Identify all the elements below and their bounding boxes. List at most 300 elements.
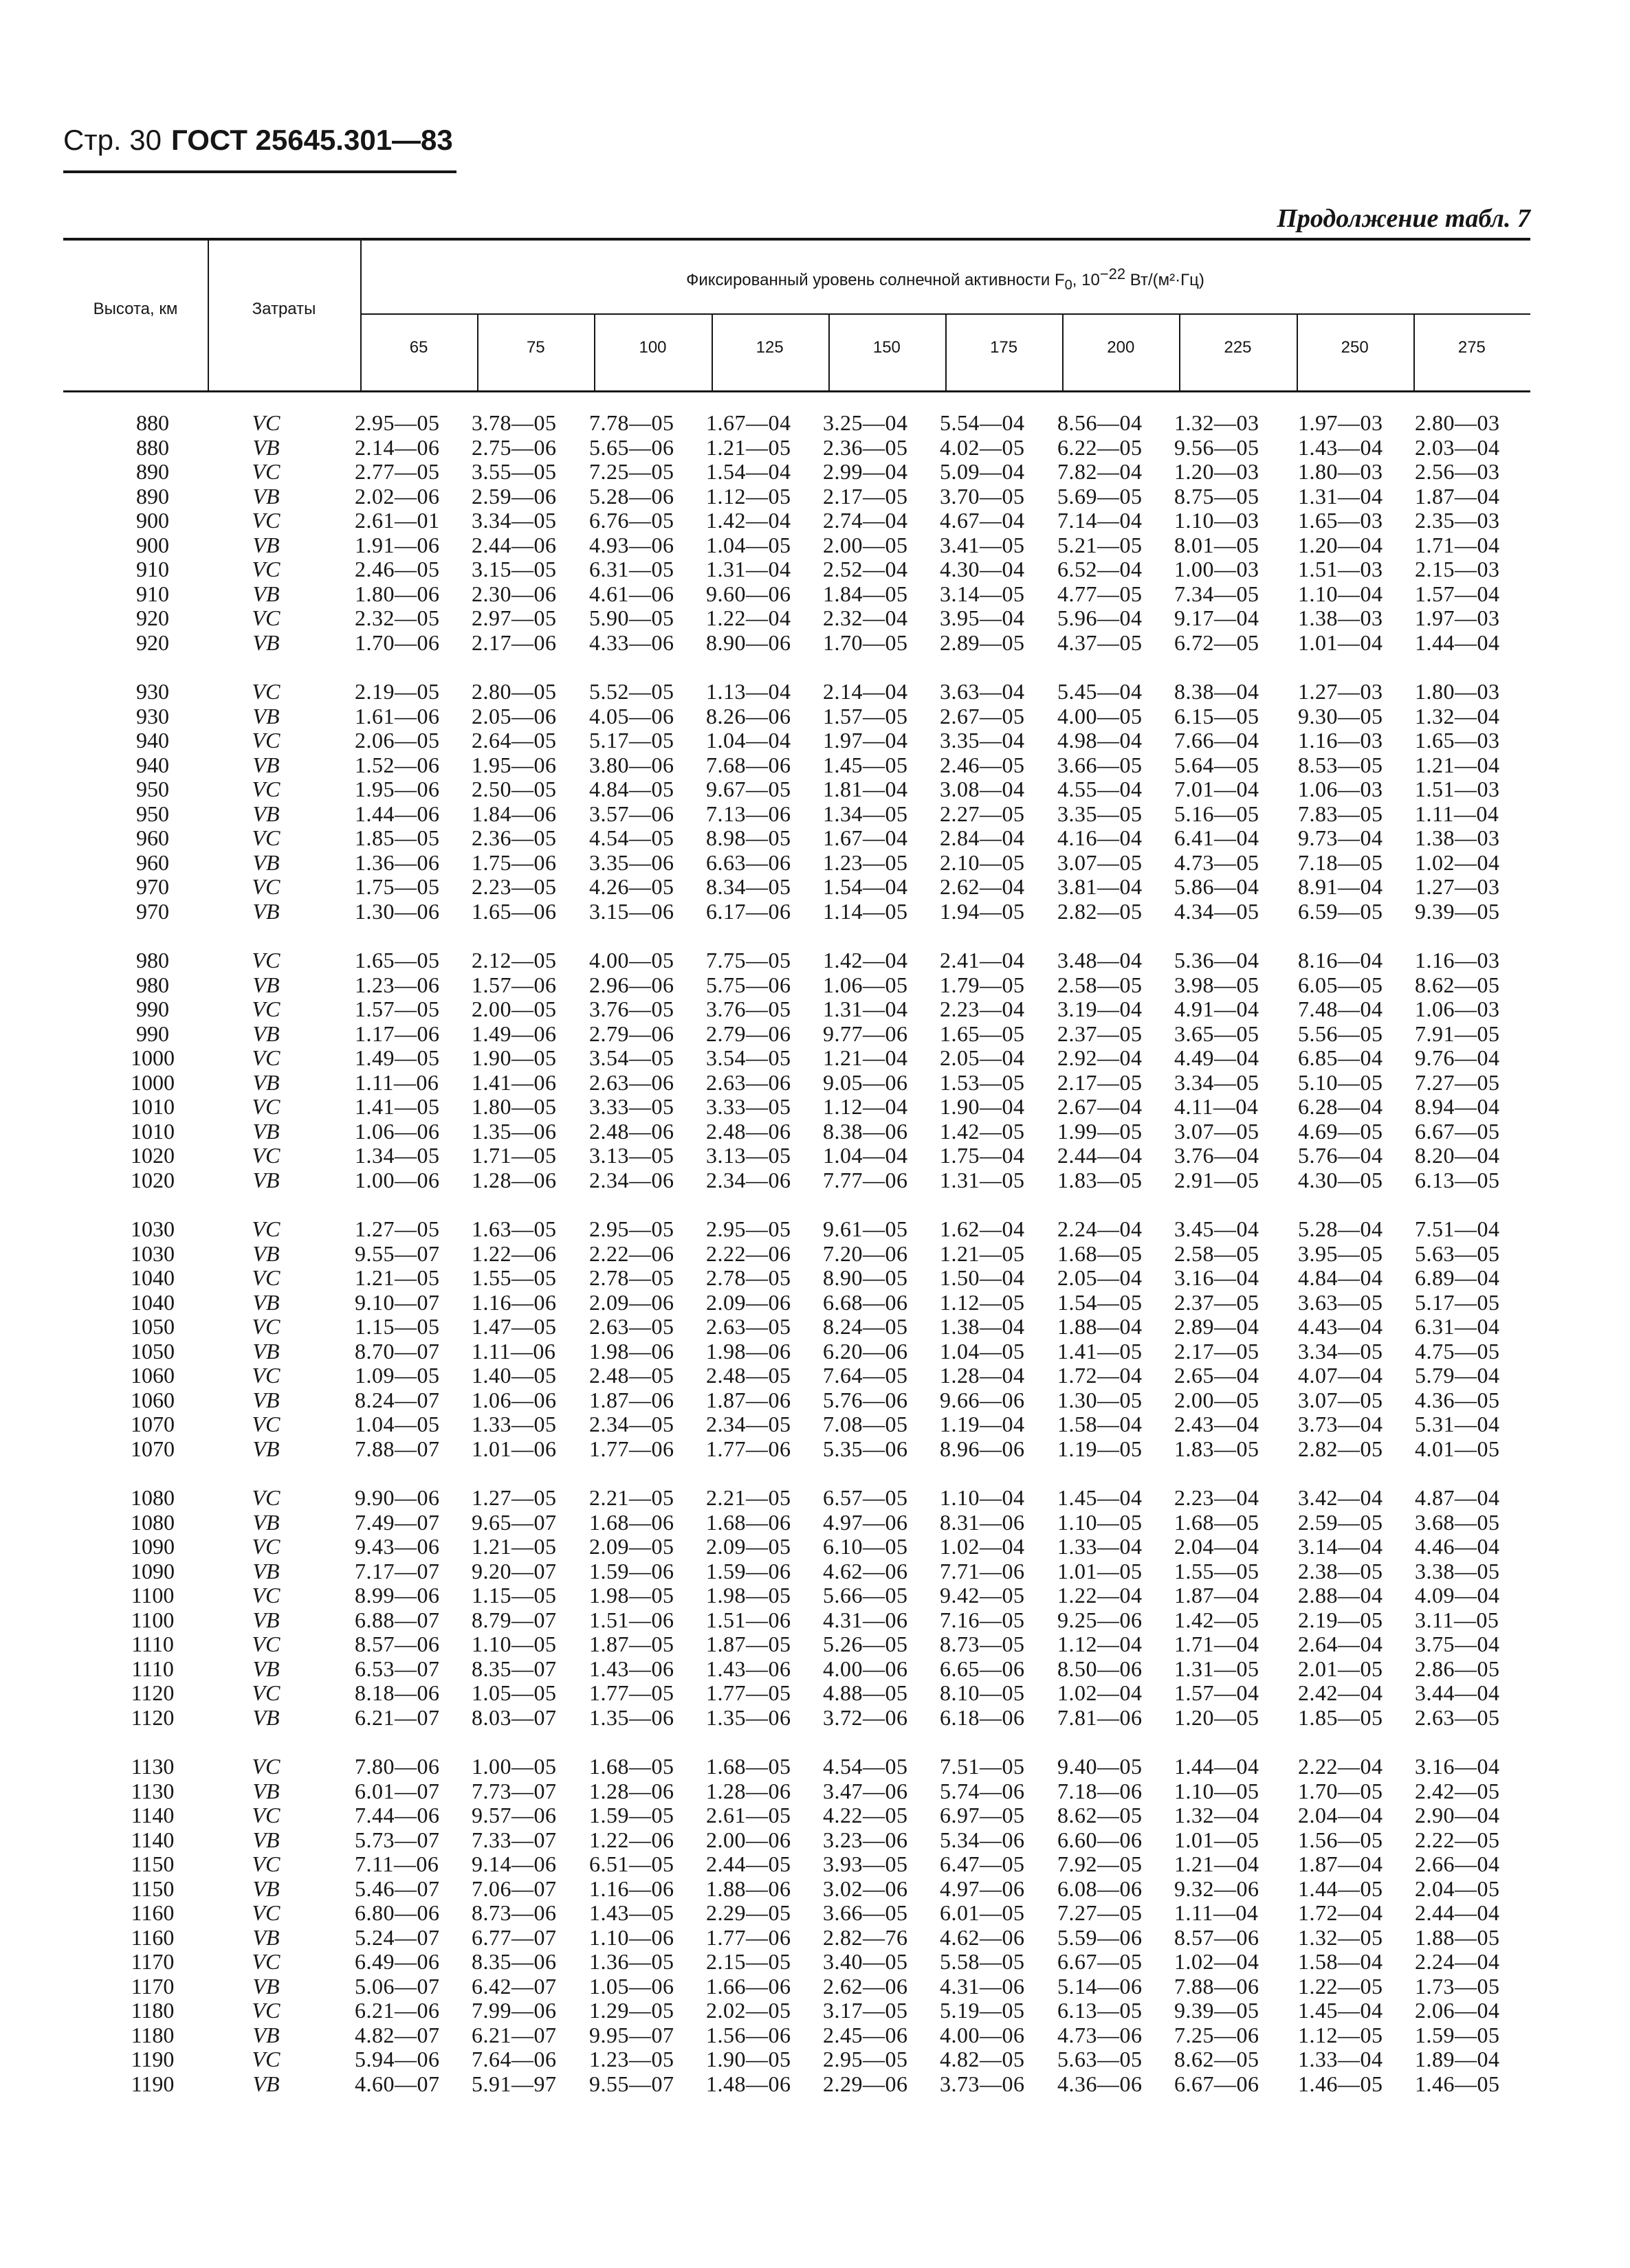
level-divider xyxy=(1062,315,1064,390)
value-cell: 1.54—04 xyxy=(823,874,908,899)
value-cell: 9.32—06 xyxy=(1174,1876,1259,1901)
value-cell: 3.66—05 xyxy=(823,1900,908,1925)
value-cell: 9.30—05 xyxy=(1298,703,1383,729)
level-header-75: 75 xyxy=(526,338,545,357)
table-row xyxy=(63,631,1530,656)
value-cell: 7.18—05 xyxy=(1298,849,1383,875)
value-cell: 5.10—05 xyxy=(1298,1069,1383,1095)
value-cell: 7.66—04 xyxy=(1174,728,1259,753)
value-cell: 2.12—05 xyxy=(472,948,557,972)
value-cell: 3.78—05 xyxy=(472,410,557,435)
cost-cell: VC xyxy=(252,777,280,801)
value-cell: 4.75—05 xyxy=(1415,1338,1500,1364)
value-cell: 9.42—05 xyxy=(940,1583,1025,1608)
height-cell: 1040 xyxy=(131,1289,175,1315)
value-cell: 3.07—05 xyxy=(1298,1387,1383,1412)
value-cell: 1.31—04 xyxy=(823,997,908,1021)
value-cell: 6.85—04 xyxy=(1298,1045,1383,1070)
table-row xyxy=(63,485,1530,509)
value-cell: 2.58—05 xyxy=(1057,972,1143,997)
value-cell: 7.77—06 xyxy=(823,1167,908,1192)
height-cell: 1190 xyxy=(131,2047,175,2071)
value-cell: 6.13—05 xyxy=(1057,1998,1143,2023)
value-cell: 1.85—05 xyxy=(355,825,440,850)
value-cell: 4.22—05 xyxy=(823,1803,908,1827)
value-cell: 6.57—05 xyxy=(823,1485,908,1510)
value-cell: 2.02—05 xyxy=(706,1998,791,2023)
table-row xyxy=(63,411,1530,436)
height-cell: 910 xyxy=(136,557,169,581)
table-row xyxy=(63,1779,1530,1804)
row-group xyxy=(63,411,1530,655)
cost-cell: VC xyxy=(252,2047,280,2071)
value-cell: 3.44—04 xyxy=(1415,1680,1500,1705)
table-row xyxy=(63,1901,1530,1926)
value-cell: 6.77—07 xyxy=(472,1924,557,1950)
value-cell: 1.06—03 xyxy=(1415,997,1500,1021)
value-cell: 1.89—04 xyxy=(1415,2047,1500,2071)
table-top-rule xyxy=(63,238,1530,241)
value-cell: 7.18—06 xyxy=(1057,1778,1143,1803)
value-cell: 2.50—05 xyxy=(472,777,557,801)
value-cell: 1.57—05 xyxy=(355,997,440,1021)
value-cell: 1.01—05 xyxy=(1174,1827,1259,1852)
height-cell: 990 xyxy=(136,997,169,1021)
cost-cell: VC xyxy=(252,825,280,850)
value-cell: 2.48—06 xyxy=(706,1118,791,1144)
value-cell: 7.83—05 xyxy=(1298,801,1383,826)
value-cell: 1.54—05 xyxy=(1057,1289,1143,1315)
table-row xyxy=(63,753,1530,778)
value-cell: 1.21—04 xyxy=(823,1045,908,1070)
value-cell: 2.66—04 xyxy=(1415,1852,1500,1876)
cost-cell: VB xyxy=(252,1656,280,1681)
value-cell: 2.32—04 xyxy=(823,605,908,630)
height-cell: 1150 xyxy=(131,1852,175,1876)
value-cell: 8.98—05 xyxy=(706,825,791,850)
level-divider xyxy=(1297,315,1298,390)
value-cell: 4.87—04 xyxy=(1415,1485,1500,1510)
value-cell: 2.19—05 xyxy=(1298,1607,1383,1632)
value-cell: 4.26—05 xyxy=(589,874,674,899)
value-cell: 1.06—06 xyxy=(472,1387,557,1412)
value-cell: 3.54—05 xyxy=(589,1045,674,1070)
value-cell: 2.44—06 xyxy=(472,532,557,557)
value-cell: 1.90—05 xyxy=(706,2047,791,2071)
value-cell: 2.22—06 xyxy=(706,1241,791,1266)
value-cell: 2.17—06 xyxy=(472,630,557,655)
height-cell: 950 xyxy=(136,777,169,801)
value-cell: 1.21—05 xyxy=(706,434,791,460)
value-cell: 1.98—05 xyxy=(589,1583,674,1608)
table-header-bottom-rule xyxy=(63,390,1530,392)
value-cell: 8.38—04 xyxy=(1174,679,1259,704)
solar-activity-title-c: Вт/(м²·Гц) xyxy=(1125,271,1204,289)
value-cell: 5.75—06 xyxy=(706,972,791,997)
value-cell: 2.78—05 xyxy=(706,1265,791,1290)
value-cell: 1.09—05 xyxy=(355,1363,440,1388)
value-cell: 4.97—06 xyxy=(940,1876,1025,1901)
value-cell: 1.81—04 xyxy=(823,777,908,801)
value-cell: 9.95—07 xyxy=(589,2022,674,2047)
table-row xyxy=(63,557,1530,582)
value-cell: 4.36—05 xyxy=(1415,1387,1500,1412)
value-cell: 4.69—05 xyxy=(1298,1118,1383,1144)
gost-label: ГОСТ 25645.301—83 xyxy=(170,124,453,156)
height-cell: 1050 xyxy=(131,1314,175,1339)
value-cell: 1.04—04 xyxy=(706,728,791,753)
value-cell: 1.50—04 xyxy=(940,1265,1025,1290)
value-cell: 1.38—03 xyxy=(1298,605,1383,630)
value-cell: 1.58—04 xyxy=(1057,1412,1143,1436)
level-header-175: 175 xyxy=(990,338,1018,357)
value-cell: 1.48—06 xyxy=(706,2071,791,2096)
value-cell: 8.10—05 xyxy=(940,1680,1025,1705)
table-row xyxy=(63,802,1530,827)
value-cell: 1.68—05 xyxy=(1057,1241,1143,1266)
value-cell: 2.14—06 xyxy=(355,434,440,460)
value-cell: 1.23—05 xyxy=(823,849,908,875)
value-cell: 2.37—05 xyxy=(1174,1289,1259,1315)
value-cell: 1.21—04 xyxy=(1415,752,1500,777)
value-cell: 1.43—04 xyxy=(1298,434,1383,460)
value-cell: 6.97—05 xyxy=(940,1803,1025,1827)
value-cell: 1.97—03 xyxy=(1298,410,1383,435)
value-cell: 3.13—05 xyxy=(589,1143,674,1168)
value-cell: 1.28—06 xyxy=(589,1778,674,1803)
value-cell: 8.73—05 xyxy=(940,1632,1025,1656)
value-cell: 7.08—05 xyxy=(823,1412,908,1436)
cost-cell: VB xyxy=(252,1118,280,1144)
value-cell: 1.77—05 xyxy=(589,1680,674,1705)
value-cell: 2.48—05 xyxy=(589,1363,674,1388)
value-cell: 1.20—05 xyxy=(1174,1704,1259,1730)
value-cell: 1.22—04 xyxy=(1057,1583,1143,1608)
value-cell: 1.31—05 xyxy=(940,1167,1025,1192)
value-cell: 2.05—06 xyxy=(472,703,557,729)
value-cell: 1.88—05 xyxy=(1415,1924,1500,1950)
value-cell: 1.51—03 xyxy=(1298,557,1383,581)
level-divider xyxy=(477,315,478,390)
cost-cell: VB xyxy=(252,752,280,777)
height-cell: 1060 xyxy=(131,1387,175,1412)
value-cell: 1.55—05 xyxy=(1174,1558,1259,1583)
value-cell: 1.66—06 xyxy=(706,1973,791,1999)
table-row xyxy=(63,1242,1530,1267)
value-cell: 1.47—05 xyxy=(472,1314,557,1339)
table-row xyxy=(63,1828,1530,1853)
value-cell: 1.87—04 xyxy=(1298,1852,1383,1876)
value-cell: 6.22—05 xyxy=(1057,434,1143,460)
value-cell: 4.73—05 xyxy=(1174,849,1259,875)
value-cell: 9.25—06 xyxy=(1057,1607,1143,1632)
table-row xyxy=(63,1071,1530,1096)
value-cell: 7.92—05 xyxy=(1057,1852,1143,1876)
value-cell: 1.87—05 xyxy=(706,1632,791,1656)
value-cell: 3.19—04 xyxy=(1057,997,1143,1021)
value-cell: 6.15—05 xyxy=(1174,703,1259,729)
table-row xyxy=(63,1022,1530,1047)
value-cell: 1.31—04 xyxy=(706,557,791,581)
value-cell: 4.82—05 xyxy=(940,2047,1025,2071)
value-cell: 1.41—06 xyxy=(472,1069,557,1095)
value-cell: 4.62—06 xyxy=(940,1924,1025,1950)
value-cell: 1.04—05 xyxy=(355,1412,440,1436)
cost-cell: VB xyxy=(252,1021,280,1046)
value-cell: 1.02—04 xyxy=(1057,1680,1143,1705)
value-cell: 2.22—05 xyxy=(1415,1827,1500,1852)
value-cell: 2.63—06 xyxy=(589,1069,674,1095)
value-cell: 2.34—05 xyxy=(706,1412,791,1436)
value-cell: 2.95—05 xyxy=(589,1216,674,1241)
value-cell: 5.35—06 xyxy=(823,1436,908,1461)
value-cell: 3.81—04 xyxy=(1057,874,1143,899)
value-cell: 1.12—05 xyxy=(940,1289,1025,1315)
table-row xyxy=(63,1755,1530,1779)
height-cell: 1080 xyxy=(131,1509,175,1535)
value-cell: 2.41—04 xyxy=(940,948,1025,972)
cost-cell: VC xyxy=(252,1216,280,1241)
height-cell: 1140 xyxy=(131,1803,175,1827)
value-cell: 1.57—04 xyxy=(1174,1680,1259,1705)
value-cell: 1.29—05 xyxy=(589,1998,674,2023)
value-cell: 1.33—05 xyxy=(472,1412,557,1436)
height-cell: 1140 xyxy=(131,1827,175,1852)
value-cell: 8.26—06 xyxy=(706,703,791,729)
value-cell: 1.79—05 xyxy=(940,972,1025,997)
table-row xyxy=(63,1339,1530,1364)
value-cell: 2.34—06 xyxy=(589,1167,674,1192)
table-row xyxy=(63,1999,1530,2023)
header-divider xyxy=(360,241,362,390)
value-cell: 2.77—05 xyxy=(355,459,440,484)
cost-cell: VC xyxy=(252,874,280,899)
value-cell: 1.68—06 xyxy=(589,1509,674,1535)
value-cell: 8.31—06 xyxy=(940,1509,1025,1535)
value-cell: 1.32—04 xyxy=(1415,703,1500,729)
value-cell: 2.48—05 xyxy=(706,1363,791,1388)
height-cell: 1180 xyxy=(131,2022,175,2047)
value-cell: 1.44—06 xyxy=(355,801,440,826)
value-cell: 1.54—04 xyxy=(706,459,791,484)
value-cell: 2.62—06 xyxy=(823,1973,908,1999)
value-cell: 8.53—05 xyxy=(1298,752,1383,777)
page-label: Стр. 30 xyxy=(63,124,162,156)
value-cell: 7.82—04 xyxy=(1057,459,1143,484)
value-cell: 1.19—05 xyxy=(1057,1436,1143,1461)
height-cell: 1090 xyxy=(131,1534,175,1559)
value-cell: 7.81—06 xyxy=(1057,1704,1143,1730)
value-cell: 4.49—04 xyxy=(1174,1045,1259,1070)
value-cell: 1.27—03 xyxy=(1298,679,1383,704)
value-cell: 1.22—06 xyxy=(472,1241,557,1266)
value-cell: 1.58—04 xyxy=(1298,1949,1383,1974)
value-cell: 6.42—07 xyxy=(472,1973,557,1999)
value-cell: 1.35—06 xyxy=(706,1704,791,1730)
value-cell: 2.58—05 xyxy=(1174,1241,1259,1266)
cost-cell: VB xyxy=(252,703,280,729)
table-row xyxy=(63,2072,1530,2097)
height-cell: 1050 xyxy=(131,1338,175,1364)
height-cell: 900 xyxy=(136,508,169,533)
value-cell: 2.17—05 xyxy=(1174,1338,1259,1364)
value-cell: 9.56—05 xyxy=(1174,434,1259,460)
value-cell: 2.46—05 xyxy=(940,752,1025,777)
value-cell: 2.37—05 xyxy=(1057,1021,1143,1046)
value-cell: 6.31—04 xyxy=(1415,1314,1500,1339)
table-row xyxy=(63,1852,1530,1877)
value-cell: 1.46—05 xyxy=(1415,2071,1500,2096)
value-cell: 2.04—05 xyxy=(1415,1876,1500,1901)
value-cell: 1.88—06 xyxy=(706,1876,791,1901)
value-cell: 7.16—05 xyxy=(940,1607,1025,1632)
value-cell: 4.82—07 xyxy=(355,2022,440,2047)
value-cell: 3.76—05 xyxy=(706,997,791,1021)
cost-cell: VC xyxy=(252,410,280,435)
height-cell: 1100 xyxy=(131,1583,175,1608)
value-cell: 1.10—04 xyxy=(940,1485,1025,1510)
value-cell: 5.36—04 xyxy=(1174,948,1259,972)
value-cell: 1.32—05 xyxy=(1298,1924,1383,1950)
value-cell: 1.32—04 xyxy=(1174,1803,1259,1827)
value-cell: 1.06—05 xyxy=(823,972,908,997)
value-cell: 1.11—04 xyxy=(1415,801,1499,826)
value-cell: 1.02—04 xyxy=(1174,1949,1259,1974)
value-cell: 1.42—05 xyxy=(940,1118,1025,1144)
value-cell: 1.85—05 xyxy=(1298,1704,1383,1730)
cost-cell: VB xyxy=(252,2071,280,2096)
value-cell: 1.57—04 xyxy=(1415,581,1500,606)
table-row xyxy=(63,1535,1530,1559)
value-cell: 2.59—06 xyxy=(472,483,557,509)
value-cell: 1.98—06 xyxy=(589,1338,674,1364)
value-cell: 9.55—07 xyxy=(589,2071,674,2096)
value-cell: 1.16—06 xyxy=(589,1876,674,1901)
value-cell: 1.87—05 xyxy=(589,1632,674,1656)
value-cell: 1.56—05 xyxy=(1298,1827,1383,1852)
value-cell: 1.02—04 xyxy=(940,1534,1025,1559)
value-cell: 1.98—06 xyxy=(706,1338,791,1364)
value-cell: 1.97—03 xyxy=(1415,605,1500,630)
table-row xyxy=(63,777,1530,802)
cost-cell: VB xyxy=(252,1924,280,1950)
value-cell: 2.05—04 xyxy=(940,1045,1025,1070)
cost-cell: VB xyxy=(252,1338,280,1364)
value-cell: 1.16—06 xyxy=(472,1289,557,1315)
value-cell: 2.92—04 xyxy=(1057,1045,1143,1070)
cost-cell: VB xyxy=(252,1876,280,1901)
level-header-275: 275 xyxy=(1457,338,1486,357)
value-cell: 3.34—05 xyxy=(1174,1069,1259,1095)
cost-cell: VC xyxy=(252,557,280,581)
value-cell: 4.34—05 xyxy=(1174,898,1259,924)
value-cell: 7.48—04 xyxy=(1298,997,1383,1021)
value-cell: 4.62—06 xyxy=(823,1558,908,1583)
value-cell: 2.63—05 xyxy=(589,1314,674,1339)
value-cell: 2.65—04 xyxy=(1174,1363,1259,1388)
value-cell: 8.57—06 xyxy=(355,1632,440,1656)
value-cell: 7.75—05 xyxy=(706,948,791,972)
value-cell: 1.14—05 xyxy=(823,898,908,924)
table-row xyxy=(63,875,1530,900)
cost-cell: VC xyxy=(252,1412,280,1436)
value-cell: 1.56—06 xyxy=(706,2022,791,2047)
value-cell: 1.70—05 xyxy=(1298,1778,1383,1803)
value-cell: 1.88—04 xyxy=(1057,1314,1143,1339)
value-cell: 8.94—04 xyxy=(1415,1094,1500,1119)
cost-cell: VC xyxy=(252,508,280,533)
cost-cell: VB xyxy=(252,1387,280,1412)
value-cell: 7.34—05 xyxy=(1174,581,1259,606)
value-cell: 8.73—06 xyxy=(472,1900,557,1925)
value-cell: 1.30—05 xyxy=(1057,1387,1143,1412)
value-cell: 2.14—04 xyxy=(823,679,908,704)
value-cell: 2.29—06 xyxy=(823,2071,908,2096)
cost-cell: VB xyxy=(252,1436,280,1461)
value-cell: 4.37—05 xyxy=(1057,630,1143,655)
value-cell: 6.21—06 xyxy=(355,1998,440,2023)
value-cell: 1.72—04 xyxy=(1057,1363,1143,1388)
value-cell: 2.46—05 xyxy=(355,557,440,581)
value-cell: 4.54—05 xyxy=(823,1754,908,1779)
value-cell: 1.36—06 xyxy=(355,849,440,875)
table-row xyxy=(63,948,1530,973)
table-row xyxy=(63,582,1530,607)
value-cell: 2.04—04 xyxy=(1174,1534,1259,1559)
value-cell: 3.34—05 xyxy=(1298,1338,1383,1364)
value-cell: 5.34—06 xyxy=(940,1827,1025,1852)
value-cell: 2.80—05 xyxy=(472,679,557,704)
height-cell: 1120 xyxy=(131,1704,175,1730)
value-cell: 5.73—07 xyxy=(355,1827,440,1852)
value-cell: 5.63—05 xyxy=(1057,2047,1143,2071)
level-divider xyxy=(712,315,713,390)
value-cell: 1.01—04 xyxy=(1298,630,1383,655)
level-header-225: 225 xyxy=(1224,338,1252,357)
value-cell: 5.69—05 xyxy=(1057,483,1143,509)
value-cell: 6.63—06 xyxy=(706,849,791,875)
value-cell: 1.65—05 xyxy=(355,948,440,972)
value-cell: 6.80—06 xyxy=(355,1900,440,1925)
value-cell: 2.00—06 xyxy=(706,1827,791,1852)
value-cell: 3.08—04 xyxy=(940,777,1025,801)
value-cell: 2.64—04 xyxy=(1298,1632,1383,1656)
value-cell: 2.27—05 xyxy=(940,801,1025,826)
level-header-125: 125 xyxy=(756,338,784,357)
column-header-height: Высота, км xyxy=(93,300,178,318)
value-cell: 1.90—04 xyxy=(940,1094,1025,1119)
cost-cell: VC xyxy=(252,1143,280,1168)
value-cell: 2.00—05 xyxy=(1174,1387,1259,1412)
value-cell: 1.52—06 xyxy=(355,752,440,777)
height-cell: 1030 xyxy=(131,1241,175,1266)
level-divider xyxy=(945,315,947,390)
table-row xyxy=(63,1559,1530,1584)
value-cell: 1.65—06 xyxy=(472,898,557,924)
value-cell: 1.42—04 xyxy=(823,948,908,972)
value-cell: 7.99—06 xyxy=(472,1998,557,2023)
value-cell: 2.04—04 xyxy=(1298,1803,1383,1827)
value-cell: 8.01—05 xyxy=(1174,532,1259,557)
value-cell: 8.35—06 xyxy=(472,1949,557,1974)
value-cell: 1.00—06 xyxy=(355,1167,440,1192)
value-cell: 7.27—05 xyxy=(1415,1069,1500,1095)
value-cell: 4.31—06 xyxy=(823,1607,908,1632)
value-cell: 7.13—06 xyxy=(706,801,791,826)
value-cell: 1.21—04 xyxy=(1174,1852,1259,1876)
value-cell: 3.16—04 xyxy=(1174,1265,1259,1290)
row-group xyxy=(63,1755,1530,2096)
